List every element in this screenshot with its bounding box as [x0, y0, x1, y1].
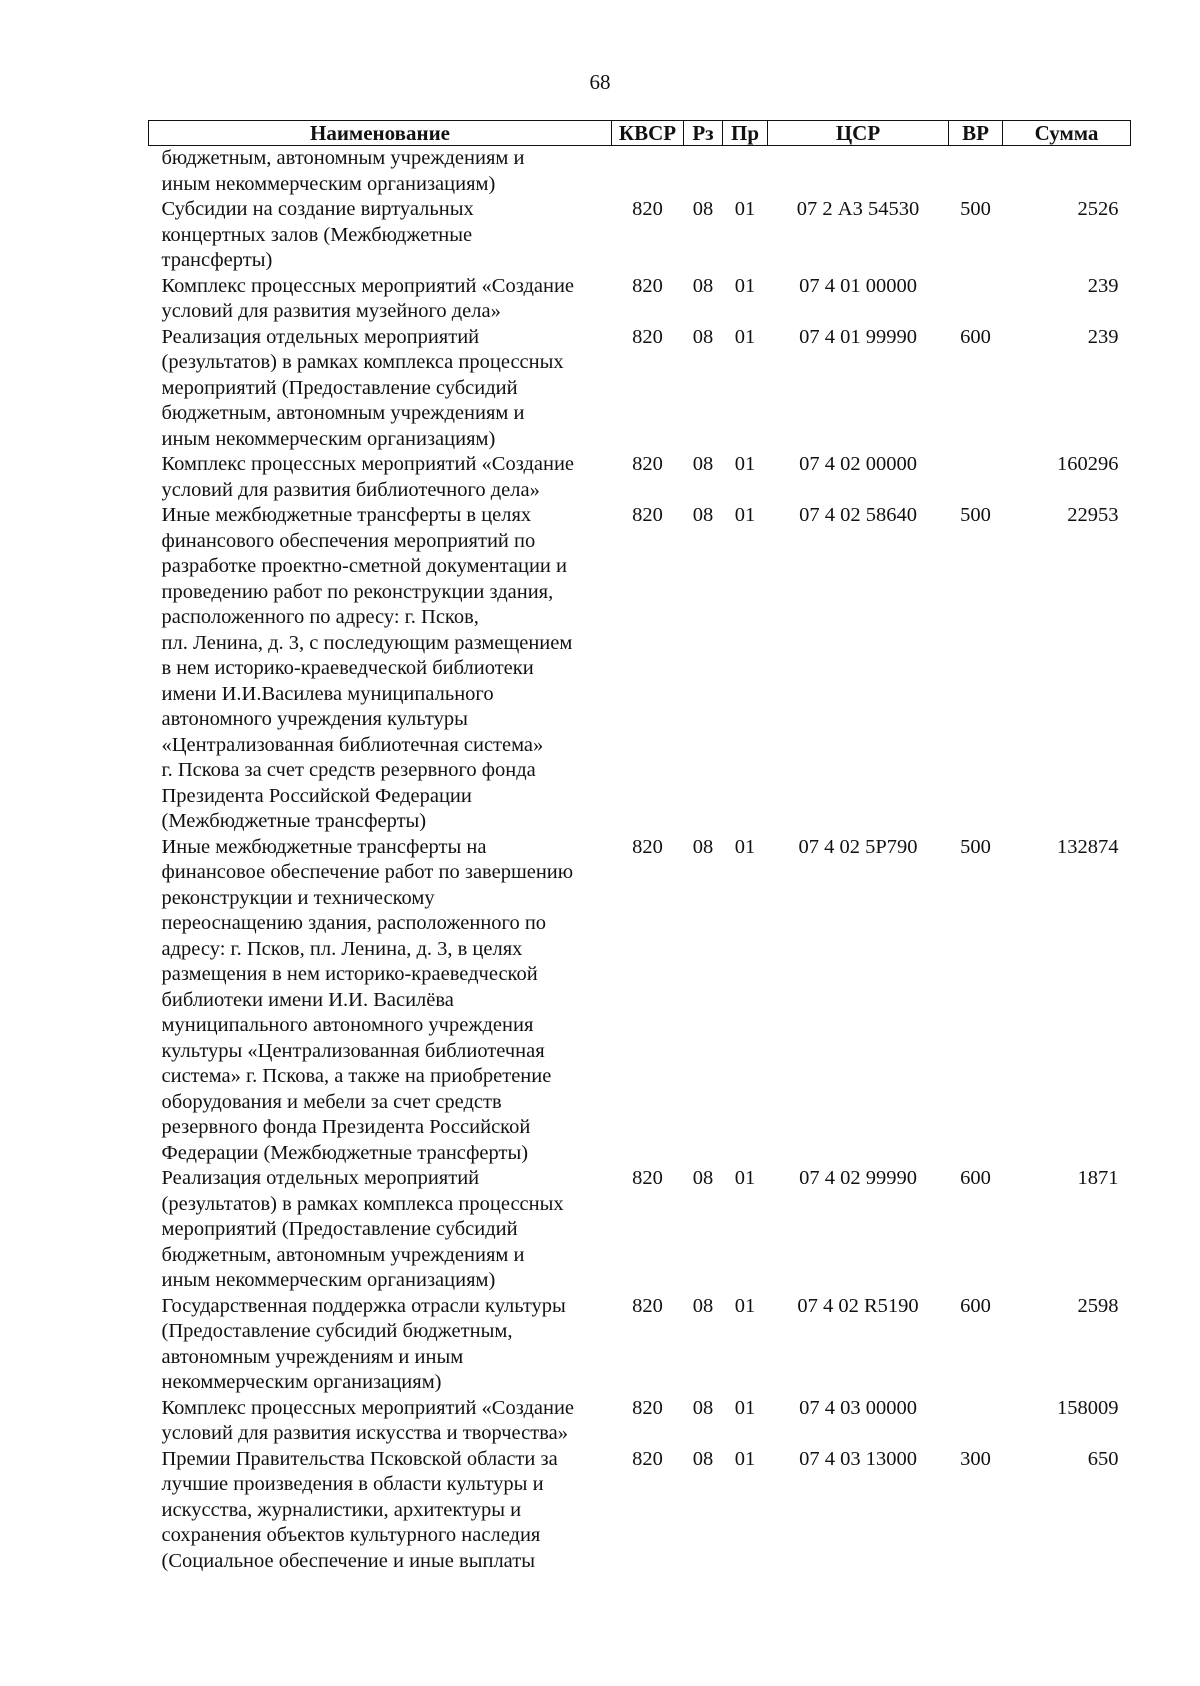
row-csr-cell: 07 4 02 58640 [799, 504, 917, 526]
row-kvsr-cell: 820 [632, 835, 663, 858]
header-name: Наименование [149, 121, 612, 146]
header-pr: Пр [723, 121, 768, 146]
table-row [149, 325, 1131, 453]
row-name-cell [149, 146, 612, 198]
row-rz-cell: 08 [692, 1396, 714, 1419]
row-name-line: финансовое обеспечение работ по завершению [161, 861, 574, 883]
row-kvsr-cell: 820 [632, 198, 663, 220]
row-name-line: концертных залов (Межбюджетные [161, 223, 473, 246]
row-name-line: Государственная поддержка отрасли культуры [161, 1294, 566, 1317]
row-name-line: (Социальное обеспечение и иные выплаты [161, 1549, 535, 1572]
row-pr-cell: 01 [734, 1447, 756, 1470]
row-name-line: (Межбюджетные трансферты) [161, 810, 427, 832]
row-name-cell [149, 835, 612, 1167]
row-name-line: мероприятий (Предоставление субсидий [161, 376, 518, 399]
row-name-line: имени И.И.Василева муниципального [161, 682, 494, 705]
table-row [149, 835, 1131, 1167]
row-name-line: реконструкции и техническому [161, 886, 435, 909]
row-vr-cell [949, 452, 1003, 503]
row-sum-cell: 2598 [1077, 1294, 1119, 1317]
row-csr-cell: 07 2 А3 54530 [796, 198, 920, 220]
table-row [149, 146, 1131, 198]
row-vr-cell [949, 1396, 1003, 1447]
row-name-line: Реализация отдельных мероприятий [161, 325, 480, 348]
table-row [149, 503, 1131, 835]
row-kvsr-cell: 820 [632, 274, 663, 297]
row-rz-cell: 08 [692, 1167, 714, 1189]
row-kvsr-cell: 820 [632, 1167, 663, 1189]
row-vr-cell: 600 [960, 325, 991, 348]
row-sum-cell: 160296 [1057, 453, 1119, 475]
row-name-line: муниципального автономного учреждения [161, 1014, 534, 1036]
header-vr: ВР [949, 121, 1003, 146]
row-rz-cell: 08 [692, 1294, 714, 1317]
row-csr-cell: 07 4 02 00000 [799, 453, 917, 475]
row-csr-cell: 07 4 03 00000 [799, 1396, 917, 1419]
row-vr-cell: 300 [960, 1447, 991, 1470]
row-name-line: адресу: г. Псков, пл. Ленина, д. 3, в целях [161, 937, 523, 960]
row-name-line: оборудования и мебели за счет средств [161, 1090, 502, 1113]
row-name-cell [149, 1447, 612, 1575]
row-vr-cell [949, 274, 1003, 325]
row-name-line: культуры «Централизованная библиотечная [161, 1039, 545, 1062]
row-csr-cell: 07 4 02 R5190 [797, 1294, 919, 1317]
table-header-row [149, 121, 1131, 146]
row-pr-cell: 01 [734, 835, 756, 858]
row-name-cell [149, 274, 612, 325]
row-vr-cell: 500 [960, 504, 991, 526]
row-name-line: иным некоммерческим организациям) [161, 1269, 496, 1291]
row-name-line: пл. Ленина, д. 3, с последующим размещением [161, 631, 573, 654]
row-rz-cell: 08 [692, 198, 714, 220]
table-row [149, 274, 1131, 325]
row-name-line: размещения в нем историко-краеведческой [161, 963, 538, 985]
table-row [149, 452, 1131, 503]
row-name-line: Субсидии на создание виртуальных [161, 198, 474, 220]
row-sum-cell: 22953 [1067, 504, 1119, 526]
row-rz-cell: 08 [692, 274, 714, 297]
row-rz-cell [684, 146, 723, 198]
row-name-cell [149, 197, 612, 274]
table-row [149, 1294, 1131, 1396]
row-kvsr-cell: 820 [632, 1396, 663, 1419]
row-name-line: искусства, журналистики, архитектуры и [161, 1498, 522, 1521]
row-rz-cell: 08 [692, 1447, 714, 1470]
row-name-line: (результатов) в рамках комплекса процессных [161, 351, 564, 373]
row-name-cell [149, 1166, 612, 1294]
row-csr-cell [768, 146, 949, 198]
row-name-line: Комплекс процессных мероприятий «Создание [161, 274, 575, 297]
table-row [149, 1166, 1131, 1294]
row-name-line: автономного учреждения культуры [161, 708, 468, 730]
row-name-line: иным некоммерческим организациям) [161, 427, 496, 450]
row-pr-cell: 01 [734, 453, 756, 475]
row-rz-cell: 08 [692, 835, 714, 858]
row-name-line: Комплекс процессных мероприятий «Создание [161, 453, 575, 475]
row-kvsr-cell: 820 [632, 453, 663, 475]
row-kvsr-cell: 820 [632, 504, 663, 526]
row-name-line: Президента Российской Федерации [161, 784, 472, 807]
row-name-line: финансового обеспечения мероприятий по [161, 529, 536, 552]
row-name-line: Иные межбюджетные трансферты на [161, 835, 487, 858]
row-sum-cell: 239 [1087, 274, 1119, 297]
row-name-line: переоснащению здания, расположенного по [161, 912, 547, 934]
row-vr-cell: 500 [960, 198, 991, 220]
row-name-line: трансферты) [161, 249, 273, 271]
budget-table [148, 120, 1131, 1574]
row-name-line: мероприятий (Предоставление субсидий [161, 1218, 518, 1240]
row-sum-cell: 132874 [1057, 835, 1119, 858]
row-csr-cell: 07 4 01 00000 [799, 274, 917, 297]
row-sum-cell [1003, 146, 1131, 198]
row-name-line: в нем историко-краеведческой библиотеки [161, 657, 534, 679]
row-csr-cell: 07 4 02 99990 [799, 1167, 917, 1189]
header-kvsr: КВСР [612, 121, 684, 146]
row-name-line: система» г. Пскова, а также на приобретение [161, 1065, 552, 1087]
row-sum-cell: 650 [1087, 1447, 1119, 1470]
row-rz-cell: 08 [692, 504, 714, 526]
table-row [149, 1396, 1131, 1447]
row-name-line: некоммерческим организациям) [161, 1371, 442, 1393]
row-pr-cell: 01 [734, 504, 756, 526]
row-name-line: Премии Правительства Псковской области за [161, 1447, 558, 1470]
header-rz: Рз [684, 121, 723, 146]
row-name-line: г. Пскова за счет средств резервного фонда [161, 759, 536, 781]
row-name-line: бюджетным, автономным учреждениям и [161, 1243, 525, 1266]
row-name-cell [149, 503, 612, 835]
row-sum-cell: 239 [1087, 325, 1119, 348]
row-name-line: Реализация отдельных мероприятий [161, 1167, 480, 1189]
row-pr-cell: 01 [734, 274, 756, 297]
row-vr-cell: 500 [960, 835, 991, 858]
row-vr-cell: 600 [960, 1167, 991, 1189]
row-name-line: иным некоммерческим организациям) [161, 172, 496, 195]
row-pr-cell: 01 [734, 325, 756, 348]
row-pr-cell: 01 [734, 1294, 756, 1317]
row-name-line: бюджетным, автономным учреждениям и [161, 402, 525, 424]
row-name-line: «Централизованная библиотечная система» [161, 733, 544, 756]
row-name-cell [149, 452, 612, 503]
row-csr-cell: 07 4 02 5Р790 [798, 835, 918, 858]
row-csr-cell: 07 4 03 13000 [799, 1447, 917, 1470]
row-name-cell [149, 1294, 612, 1396]
row-name-line: бюджетным, автономным учреждениям и [161, 147, 525, 169]
row-name-line: Иные межбюджетные трансферты в целях [161, 504, 532, 526]
row-name-line: сохранения объектов культурного наследия [161, 1524, 541, 1546]
row-pr-cell: 01 [734, 1167, 756, 1189]
row-name-cell [149, 1396, 612, 1447]
row-rz-cell: 08 [692, 325, 714, 348]
row-sum-cell: 1871 [1077, 1167, 1119, 1189]
row-name-line: Федерации (Межбюджетные трансферты) [161, 1141, 529, 1164]
row-rz-cell: 08 [692, 453, 714, 475]
row-name-line: лучшие произведения в области культуры и [161, 1473, 544, 1495]
row-pr-cell: 01 [734, 198, 756, 220]
row-name-line: условий для развития музейного дела» [161, 300, 501, 322]
page-number: 68 [589, 70, 611, 94]
row-pr-cell [723, 146, 768, 198]
row-name-line: автономным учреждениям и иным [161, 1345, 464, 1368]
table-body [149, 146, 1131, 1575]
row-name-line: проведению работ по реконструкции здания, [161, 580, 554, 603]
row-kvsr-cell: 820 [632, 1447, 663, 1470]
row-name-line: расположенного по адресу: г. Псков, [161, 606, 479, 628]
row-name-line: библиотеки имени И.И. Василёва [161, 988, 454, 1011]
row-name-line: условий для развития искусства и творчества» [161, 1422, 568, 1444]
row-kvsr-cell: 820 [632, 1294, 663, 1317]
row-sum-cell: 158009 [1057, 1396, 1119, 1419]
row-name-line: Комплекс процессных мероприятий «Создание [161, 1396, 575, 1419]
row-name-line: резервного фонда Президента Российской [161, 1116, 531, 1138]
table-row [149, 197, 1131, 274]
table-row [149, 1447, 1131, 1575]
row-name-line: (Предоставление субсидий бюджетным, [161, 1320, 513, 1342]
header-csr: ЦСР [768, 121, 949, 146]
row-kvsr-cell: 820 [632, 325, 663, 348]
row-vr-cell [949, 146, 1003, 198]
row-csr-cell: 07 4 01 99990 [799, 325, 917, 348]
header-sum: Сумма [1003, 121, 1131, 146]
row-kvsr-cell [612, 146, 684, 198]
row-name-line: (результатов) в рамках комплекса процессных [161, 1192, 564, 1215]
row-name-line: условий для развития библиотечного дела» [161, 478, 540, 501]
row-name-line: разработке проектно-сметной документации и [161, 555, 567, 577]
row-sum-cell: 2526 [1077, 198, 1119, 220]
row-pr-cell: 01 [734, 1396, 756, 1419]
row-name-cell [149, 325, 612, 453]
row-vr-cell: 600 [960, 1294, 991, 1317]
